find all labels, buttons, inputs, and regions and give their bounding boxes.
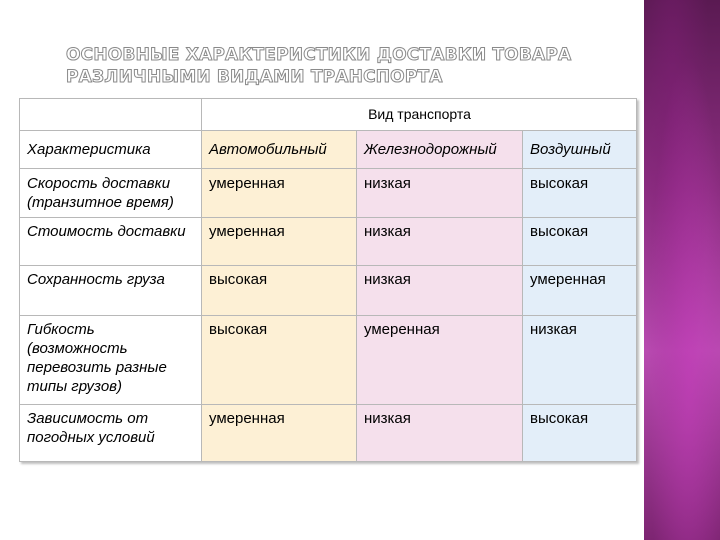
transport-type-header — [202, 99, 637, 131]
slide-title-line-2: РАЗЛИЧНЫМИ ВИДАМИ ТРАНСПОРТА — [66, 67, 443, 87]
slide-title-line-1: ОСНОВНЫЕ ХАРАКТЕРИСТИКИ ДОСТАВКИ ТОВАРА — [66, 45, 572, 65]
cell-rail: низкая — [357, 218, 523, 266]
table-row — [20, 266, 637, 316]
table-row — [20, 169, 637, 218]
cell-air: низкая — [523, 316, 637, 405]
header-air: Воздушный — [523, 131, 637, 169]
row-characteristic: Гибкость (возможность перевозить разные типы грузов) — [20, 316, 202, 405]
table-corner-cell — [20, 99, 202, 131]
table-header-row — [20, 131, 637, 169]
header-characteristic: Характеристика — [20, 131, 202, 169]
cell-air: высокая — [523, 169, 637, 218]
table-row — [20, 316, 637, 405]
row-characteristic: Сохранность груза — [20, 266, 202, 316]
header-auto: Автомобильный — [202, 131, 357, 169]
table-group-header-row — [20, 99, 637, 131]
cell-auto: высокая — [202, 316, 357, 405]
table-row — [20, 405, 637, 462]
transport-type-header-label: Вид транспорта — [368, 106, 471, 122]
cell-auto: умеренная — [202, 169, 357, 218]
row-characteristic: Зависимость от погодных условий — [20, 405, 202, 462]
transport-comparison-table — [19, 98, 637, 462]
cell-auto: умеренная — [202, 405, 357, 462]
cell-rail: низкая — [357, 405, 523, 462]
cell-air: высокая — [523, 405, 637, 462]
cell-auto: умеренная — [202, 218, 357, 266]
row-characteristic: Стоимость доставки — [20, 218, 202, 266]
cell-air: умеренная — [523, 266, 637, 316]
cell-rail: низкая — [357, 169, 523, 218]
slide-title — [66, 44, 586, 88]
cell-air: высокая — [523, 218, 637, 266]
cell-rail: низкая — [357, 266, 523, 316]
cell-rail: умеренная — [357, 316, 523, 405]
cell-auto: высокая — [202, 266, 357, 316]
decorative-sidebar — [641, 0, 720, 540]
table-row — [20, 218, 637, 266]
row-characteristic: Скорость доставки (транзитное время) — [20, 169, 202, 218]
header-rail: Железнодорожный — [357, 131, 523, 169]
sidebar-divider — [641, 0, 644, 540]
